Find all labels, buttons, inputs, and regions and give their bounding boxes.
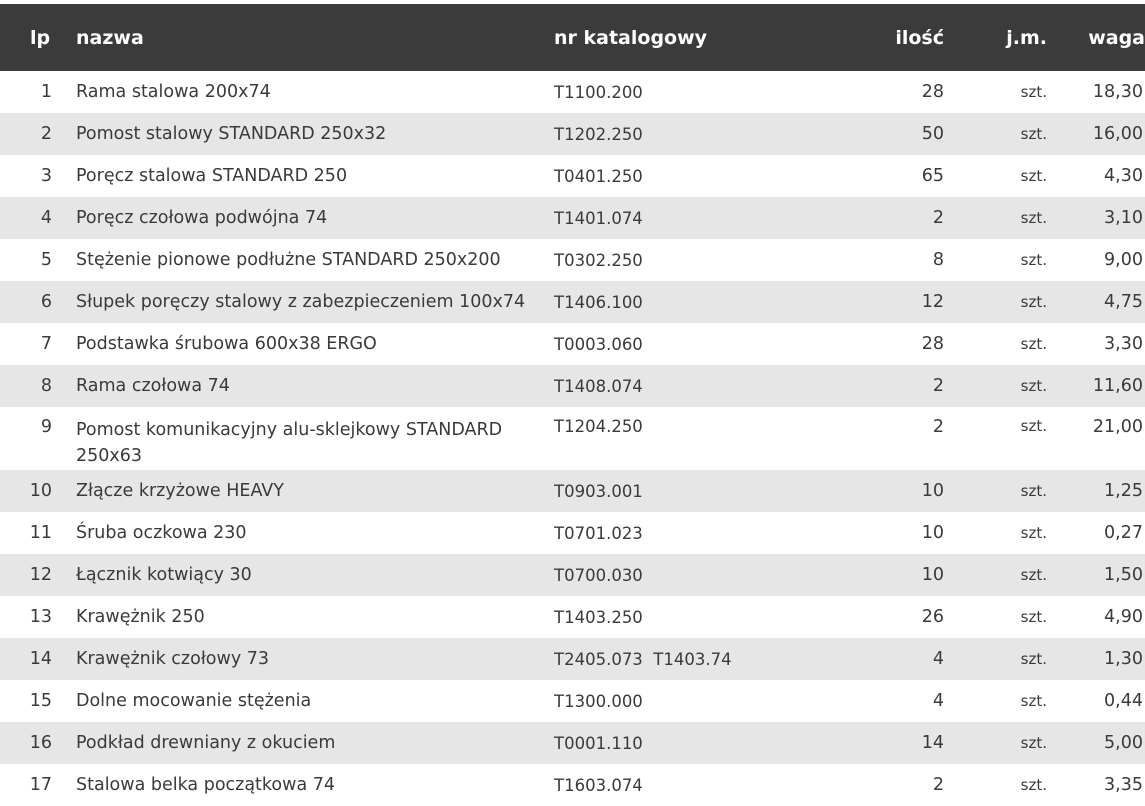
cell-catalog: T2405.073 T1403.74 — [554, 649, 732, 669]
cell-qty: 14 — [921, 733, 944, 753]
cell-name: Łącznik kotwiący 30 — [76, 565, 252, 585]
cell-unit: szt. — [1020, 251, 1047, 269]
cell-weight: 3,10 — [1104, 208, 1143, 228]
cell-unit: szt. — [1020, 335, 1047, 353]
cell-qty: 2 — [932, 208, 944, 228]
cell-qty: 28 — [921, 334, 944, 354]
cell-unit: szt. — [1020, 692, 1047, 710]
cell-weight: 18,30 — [1092, 82, 1143, 102]
cell-weight: 11,60 — [1092, 376, 1143, 396]
cell-unit: szt. — [1020, 417, 1047, 435]
cell-catalog: T1204.250 — [554, 417, 643, 436]
cell-unit: szt. — [1020, 566, 1047, 584]
table-row — [0, 113, 1145, 155]
cell-lp: 5 — [40, 250, 52, 270]
cell-lp: 6 — [40, 292, 52, 312]
cell-lp: 4 — [40, 208, 52, 228]
header-lp[interactable]: lp — [30, 26, 51, 49]
cell-unit: szt. — [1020, 608, 1047, 626]
cell-weight: 1,30 — [1104, 649, 1143, 669]
cell-lp: 12 — [29, 565, 52, 585]
cell-catalog: T1406.100 — [554, 292, 643, 312]
cell-weight: 0,27 — [1104, 523, 1143, 543]
cell-unit: szt. — [1020, 125, 1047, 143]
cell-catalog: T0701.023 — [554, 523, 643, 543]
cell-unit: szt. — [1020, 377, 1047, 395]
cell-name: Poręcz czołowa podwójna 74 — [76, 208, 328, 228]
table-row — [0, 470, 1145, 512]
cell-lp: 1 — [40, 82, 52, 102]
cell-weight: 9,00 — [1104, 250, 1143, 270]
cell-weight: 4,90 — [1104, 607, 1143, 627]
cell-weight: 0,44 — [1104, 691, 1143, 711]
cell-name: Krawężnik czołowy 73 — [76, 649, 270, 669]
cell-unit: szt. — [1020, 482, 1047, 500]
cell-name: Podstawka śrubowa 600x38 ERGO — [76, 334, 377, 354]
cell-catalog: T0903.001 — [554, 481, 643, 501]
cell-name: Słupek poręczy stalowy z zabezpieczeniem 100x74 — [76, 292, 526, 312]
table-row — [0, 680, 1145, 722]
cell-lp: 8 — [40, 376, 52, 396]
cell-lp: 9 — [40, 417, 52, 437]
cell-unit: szt. — [1020, 650, 1047, 668]
cell-lp: 13 — [29, 607, 52, 627]
cell-qty: 4 — [932, 649, 944, 669]
table-row — [0, 722, 1145, 764]
cell-weight: 5,00 — [1104, 733, 1143, 753]
cell-lp: 11 — [29, 523, 52, 543]
cell-weight: 4,30 — [1104, 166, 1143, 186]
cell-name: Dolne mocowanie stężenia — [76, 691, 312, 711]
cell-catalog: T0302.250 — [554, 250, 643, 270]
cell-lp: 14 — [29, 649, 52, 669]
cell-qty: 10 — [921, 565, 944, 585]
cell-unit: szt. — [1020, 167, 1047, 185]
cell-catalog: T1401.074 — [554, 208, 643, 228]
cell-unit: szt. — [1020, 293, 1047, 311]
cell-unit: szt. — [1020, 83, 1047, 101]
cell-name: Rama stalowa 200x74 — [76, 82, 271, 102]
cell-lp: 16 — [29, 733, 52, 753]
table-row — [0, 323, 1145, 365]
cell-lp: 17 — [29, 775, 52, 795]
cell-weight: 3,35 — [1104, 775, 1143, 795]
cell-name: Złącze krzyżowe HEAVY — [76, 481, 284, 501]
table-row — [0, 554, 1145, 596]
cell-qty: 10 — [921, 481, 944, 501]
cell-catalog: T1403.250 — [554, 607, 643, 627]
cell-qty: 12 — [921, 292, 944, 312]
header-catalog[interactable]: nr katalogowy — [554, 26, 708, 49]
table-row — [0, 365, 1145, 407]
table-header — [0, 4, 1145, 71]
cell-unit: szt. — [1020, 209, 1047, 227]
header-unit[interactable]: j.m. — [1006, 26, 1047, 49]
table-row — [0, 764, 1145, 806]
cell-name: Śruba oczkowa 230 — [76, 523, 247, 543]
cell-weight: 3,30 — [1104, 334, 1143, 354]
cell-catalog: T1603.074 — [554, 775, 643, 795]
table-row — [0, 155, 1145, 197]
cell-qty: 10 — [921, 523, 944, 543]
cell-catalog: T0003.060 — [554, 334, 643, 354]
cell-catalog: T1202.250 — [554, 124, 643, 144]
cell-unit: szt. — [1020, 776, 1047, 794]
cell-qty: 4 — [932, 691, 944, 711]
cell-qty: 28 — [921, 82, 944, 102]
cell-catalog: T1408.074 — [554, 376, 643, 396]
parts-table — [0, 4, 1145, 806]
cell-qty: 2 — [932, 417, 944, 437]
table-row — [0, 197, 1145, 239]
table-row — [0, 512, 1145, 554]
cell-weight: 1,25 — [1104, 481, 1143, 501]
cell-name: Krawężnik 250 — [76, 607, 205, 627]
cell-name: Poręcz stalowa STANDARD 250 — [76, 166, 348, 186]
cell-catalog: T0001.110 — [554, 733, 643, 753]
cell-qty: 26 — [921, 607, 944, 627]
cell-qty: 65 — [921, 166, 944, 186]
cell-qty: 2 — [932, 376, 944, 396]
table-row — [0, 281, 1145, 323]
table-row — [0, 71, 1145, 113]
cell-name: Stężenie pionowe podłużne STANDARD 250x200 — [76, 250, 501, 270]
table-row — [0, 407, 1145, 470]
cell-lp: 10 — [29, 481, 52, 501]
cell-lp: 2 — [40, 124, 52, 144]
cell-name: Pomost komunikacyjny alu-sklejkowy STANDARD 250x63 — [76, 420, 503, 466]
cell-unit: szt. — [1020, 734, 1047, 752]
cell-weight: 4,75 — [1104, 292, 1143, 312]
cell-catalog: T1300.000 — [554, 691, 643, 711]
cell-catalog: T0401.250 — [554, 166, 643, 186]
cell-qty: 50 — [921, 124, 944, 144]
cell-name: Stalowa belka początkowa 74 — [76, 775, 336, 795]
cell-name: Pomost stalowy STANDARD 250x32 — [76, 124, 387, 144]
header-weight[interactable]: waga — [1088, 26, 1145, 49]
cell-qty: 2 — [932, 775, 944, 795]
cell-unit: szt. — [1020, 524, 1047, 542]
table-row — [0, 239, 1145, 281]
cell-weight: 16,00 — [1092, 124, 1143, 144]
table-row — [0, 638, 1145, 680]
cell-name: Podkład drewniany z okuciem — [76, 733, 336, 753]
cell-weight: 1,50 — [1104, 565, 1143, 585]
cell-qty: 8 — [932, 250, 944, 270]
cell-catalog: T0700.030 — [554, 565, 643, 585]
cell-lp: 15 — [29, 691, 52, 711]
cell-lp: 7 — [40, 334, 52, 354]
header-name[interactable]: nazwa — [76, 26, 144, 49]
cell-catalog: T1100.200 — [554, 82, 643, 102]
table-row — [0, 596, 1145, 638]
header-qty[interactable]: ilość — [895, 26, 944, 49]
cell-name: Rama czołowa 74 — [76, 376, 230, 396]
cell-weight: 21,00 — [1092, 417, 1143, 437]
cell-lp: 3 — [40, 166, 52, 186]
